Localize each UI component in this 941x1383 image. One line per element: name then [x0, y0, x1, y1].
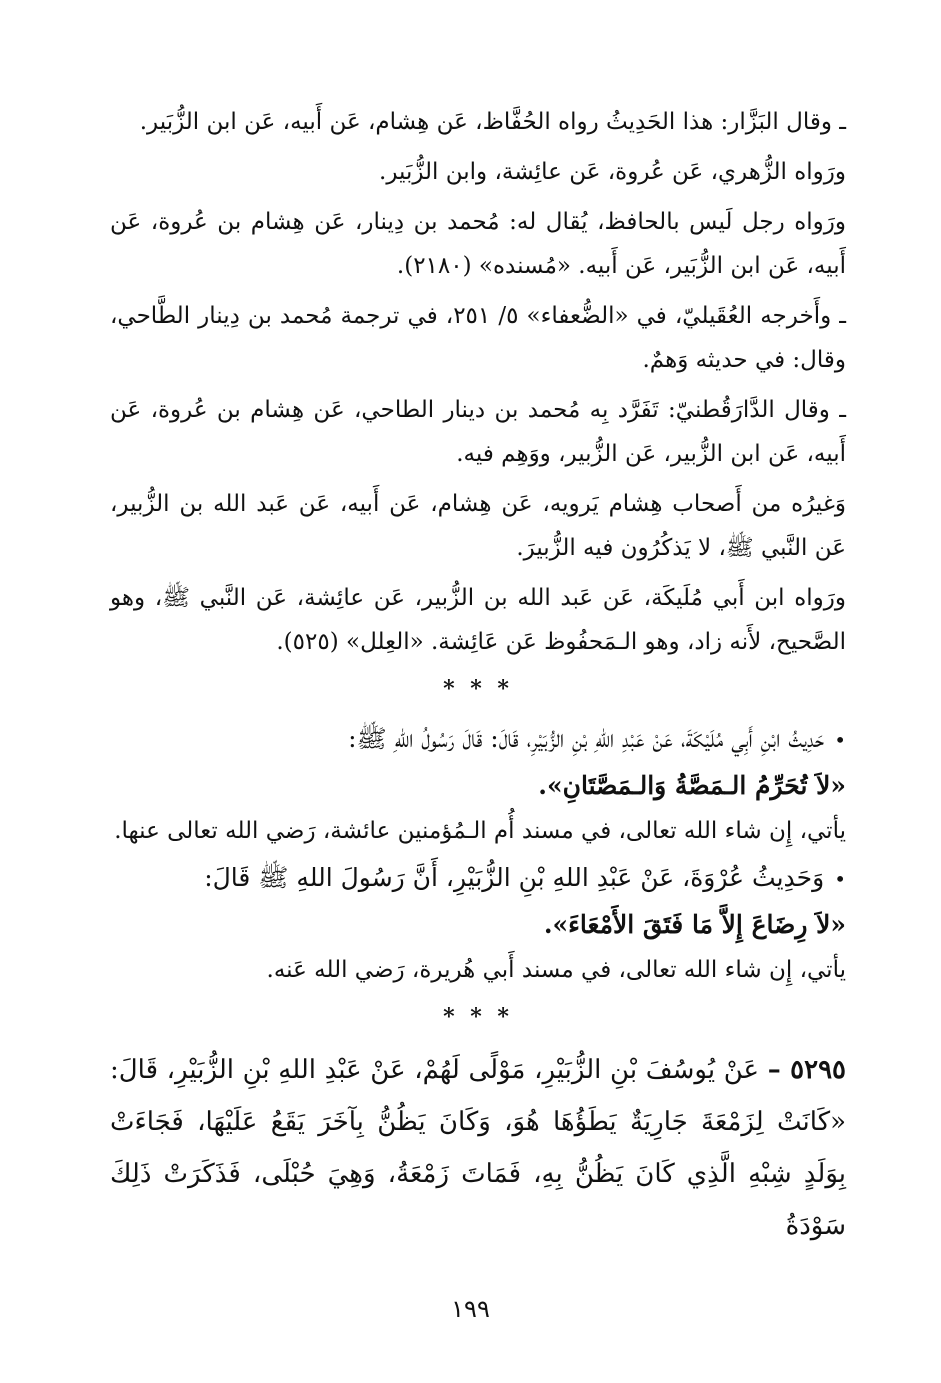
section-separator: * * *	[443, 676, 513, 702]
hadith-isnad-text: وَحَدِيثُ عُرْوَةَ، عَنْ عَبْدِ اللهِ بْنِ الزُّبَيْرِ، أَنَّ رَسُولَ اللهِ ﷺ قَالَ:	[204, 863, 825, 892]
hadith-isnad	[110, 855, 846, 902]
paragraph-ghayruh: وَغيرُه من أَصحاب هِشام يَرويه، عَن هِشام، عَن أَبيه، عَن عَبد الله بن الزُّبير، عَن النَّبي ﷺ، لا يَذكُرُون فيه الزُّبيرَ.	[110, 491, 846, 561]
bullet-icon: •	[834, 867, 846, 891]
narration-line	[110, 1044, 846, 1096]
hadith-entry	[110, 716, 846, 809]
page-body	[110, 100, 846, 1252]
paragraph-uqayli: ـ وأَخرجه العُقَيليّ، في «الضُّعفاء» ٥/ ٢٥١، في ترجمة مُحمد بن دِينار الطَّاحي، وقال: في حديثه وَهمٌ.	[110, 303, 846, 373]
hadith-number: ٥٢٩٥ –	[767, 1055, 846, 1085]
page-number: ١٩٩	[451, 1295, 490, 1323]
paragraph-bazzar: ـ وقال البَزَّار: هذا الحَدِيثُ رواه الحُفَّاظ، عَن هِشام، عَن أَبيه، عَن ابن الزُّبَير.	[139, 109, 846, 135]
paragraph-zuhri: ورَواه الزُّهري، عَن عُروة، عَن عائِشة، وابن الزُّبَير.	[379, 159, 846, 185]
hadith-isnad-text: حَدِيثُ ابْنِ أَبِي مُلَيْكَةَ، عَنْ عَبْدِ اللهِ بْنِ الزُّبَيْرِ، قَالَ: قَالَ رَسُولُ اللهِ ﷺ:	[348, 724, 825, 753]
hadith-matn: «لاَ تُحَرِّمُ الـمَصَّةُ وَالـمَصَّتَانِ».	[538, 771, 846, 800]
narration-line: بِوَلَدٍ شِبْهِ الَّذِي كَانَ يَظُنُّ بِهِ، فَمَاتَ زَمْعَةُ، وَهِيَ حُبْلَى، فَذَكَرَتْ ذَلِكَ سَوْدَةُ	[110, 1159, 846, 1241]
bullet-icon: •	[834, 728, 846, 752]
paragraph-daraqutni: ـ وقال الدَّارَقُطنيّ: تَفَرَّد بِه مُحمد بن دينار الطاحي، عَن هِشام بن عُروة، عَن أَبيه، عَن ابن الزُّبير، عَن الزُّبير، ووَهِم فيه.	[110, 397, 846, 467]
hadith-isnad	[110, 716, 846, 763]
paragraph-ibn-abi-mulayka: ورَواه ابن أَبي مُلَيكَة، عَن عَبد الله بن الزُّبير، عَن عائِشة، عَن النَّبي ﷺ، وهو الصَّحيح، لأَنه زاد، وهو الـمَحفُوظ عَن عَائِشة. «العِلل» (٥٢٥).	[110, 585, 846, 655]
numbered-hadith	[110, 1044, 846, 1252]
narration-isnad: عَنْ يُوسُفَ بْنِ الزُّبَيْرِ، مَوْلًى لَهُمْ، عَنْ عَبْدِ اللهِ بْنِ الزُّبَيْرِ، قَالَ:	[110, 1055, 760, 1085]
paragraph-rajul: ورَواه رجل لَيس بالحافظ، يُقال له: مُحمد بن دِينار، عَن هِشام بن عُروة، عَن أَبيه، عَن ابن الزُّبَير، عَن أَبيه. «مُسنده» (٢١٨٠).	[110, 209, 846, 279]
cross-reference-note: يأتي، إِن شاء الله تعالى، في مسند أُم الـمُؤمنين عائشة، رَضي الله تعالى عنها.	[114, 818, 846, 844]
hadith-matn: «لاَ رِضَاعَ إِلاَّ مَا فَتَقَ الأَمْعَاءَ».	[543, 910, 846, 939]
narration-line: «كَانَتْ لِزَمْعَةَ جَارِيَةٌ يَطَؤُهَا هُوَ، وَكَانَ يَظُنُّ بِآخَرَ يَقَعُ عَلَيْهَا، فَجَاءَتْ	[110, 1107, 846, 1137]
hadith-entry	[110, 855, 846, 948]
section-separator: * * *	[443, 1004, 513, 1030]
cross-reference-note: يأتي، إِن شاء الله تعالى، في مسند أَبي هُريرة، رَضي الله عَنه.	[266, 957, 846, 983]
